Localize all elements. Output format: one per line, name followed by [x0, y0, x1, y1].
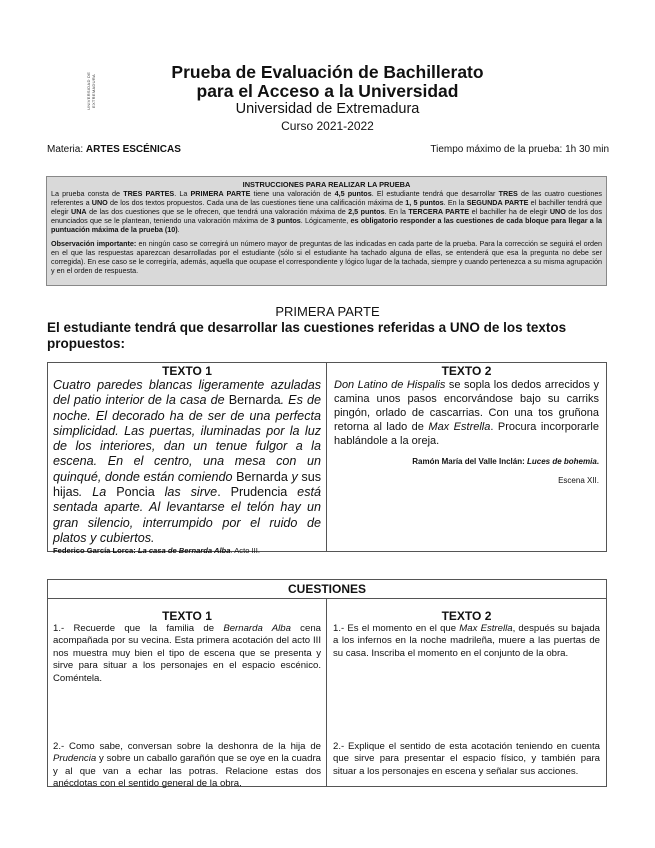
instructions-emphasis: TRES — [498, 189, 518, 199]
instructions-segment: de los dos textos propuestos. Cada una de las cuestiones tiene una calificación máxima de — [107, 198, 406, 208]
instructions-emphasis: 2,5 puntos — [348, 207, 385, 217]
instructions-segment: . — [177, 225, 180, 235]
text1-italic-segment: y — [287, 469, 302, 484]
text1-body — [53, 378, 321, 546]
instructions-segment: el bachiller ha de elegir — [469, 207, 550, 217]
part-one-title: PRIMERA PARTE — [275, 304, 380, 319]
part-one-subtitle: El estudiante tendrá que desarrollar las cuestiones referidas a UNO de los textos propuestos: — [47, 320, 567, 351]
instructions-emphasis: es obligatorio responder a las cuestiones de cada bloque para llegar a la puntuación máxima de la prueba (10) — [51, 216, 603, 235]
question-text2-2 — [333, 741, 600, 778]
instructions-emphasis: TRES PARTES — [123, 189, 175, 199]
text2-source — [334, 457, 599, 466]
instructions-emphasis: 1, 5 puntos — [405, 198, 444, 208]
text2-scene: Escena XII. — [558, 476, 599, 485]
text1-italic-segment: . Es de noche. El decorado ha de ser de una perfecta simplicidad. Las puertas, iluminadas por la luz de los interiores, dan un tenue fulgor a la escena. En el centro, una mesa con un quinqué, donde están comiendo — [53, 393, 321, 484]
text1-work: La casa de Bernarda Alba — [137, 546, 231, 556]
text1-cell — [48, 363, 327, 556]
instructions-emphasis: UNA — [71, 207, 87, 217]
text1-heading: TEXTO 1 — [162, 364, 212, 378]
text1-italic-segment: está sentada aparte. Al levantarse el telón hay un gran silencio, interrumpido por el ruido de platos y cubiertos. — [53, 485, 321, 545]
instructions-segment: . El estudiante tendrá que desarrollar — [371, 189, 499, 199]
text1-segment: Prudencia — [230, 485, 288, 500]
instructions-emphasis: UNO — [91, 198, 108, 208]
question-segment: 1.- Recuerde que la familia de — [53, 623, 224, 634]
instructions-segment: el bachiller tendrá que elegir — [51, 198, 603, 217]
question-segment: 2.- Como sabe, conversan sobre la deshonra de la hija de — [53, 741, 321, 752]
question-italic-segment: Prudencia — [53, 753, 97, 765]
observation-label: Observación importante: — [51, 238, 137, 248]
exam-title-line1: Prueba de Evaluación de Bachillerato — [171, 62, 484, 82]
question-segment: y sobre un caballo garañón que se oye en la cuadra y al que van a echar las potras. Relacione estas dos anécdotas con el sentido general de la obra. — [53, 753, 321, 790]
instructions-segment: de los dos enunciados que se le plantean, teniendo una valoración máxima de — [51, 207, 602, 226]
question-segment: 2.- Explique el sentido de esta acotación teniendo en cuenta que sirve para presentar el espacio físico, y también para situar a los personajes en escena y señalar sus acciones. — [333, 741, 600, 777]
question-segment: 1.- Es el momento en el que — [333, 623, 460, 634]
instructions-emphasis: PRIMERA PARTE — [190, 189, 251, 199]
text1-segment: Bernarda — [236, 469, 288, 484]
subject-label: Materia: — [47, 144, 86, 155]
text2-author: Ramón María del Valle Inclán: — [412, 457, 527, 466]
text2-segment: . Procura incorporarle hablándole a la oreja. — [334, 421, 599, 447]
text1-author: Federico García Lorca: — [53, 546, 138, 556]
university-logo: UNIVERSIDAD DE EXTREMADURA — [86, 71, 96, 111]
question-text1-1 — [53, 623, 321, 685]
instructions-emphasis: UNO — [549, 207, 566, 217]
text1-segment: . — [217, 485, 231, 500]
instructions-emphasis: SEGUNDA PARTE — [466, 198, 529, 208]
text2-body — [334, 378, 599, 448]
questions-table — [47, 579, 607, 790]
text1-italic-segment: las sirve — [154, 485, 218, 500]
text1-segment: Poncia — [116, 485, 155, 500]
subject-line — [47, 144, 181, 155]
exam-title-line2: para el Acceso a la Universidad — [196, 81, 459, 101]
questions-text2-heading: TEXTO 2 — [441, 609, 492, 623]
max-time: Tiempo máximo de la prueba: 1h 30 min — [430, 144, 609, 155]
university-name: Universidad de Extremadura — [235, 101, 420, 117]
text2-italic-segment: Don Latino de Hispalis — [334, 379, 446, 391]
instructions-segment: de las cuatro cuestiones referentes a — [51, 189, 602, 208]
question-text1-2 — [53, 741, 321, 791]
instructions-emphasis: 4,5 puntos — [334, 189, 372, 199]
question-text2-1 — [333, 623, 600, 660]
instructions-heading: INSTRUCCIONES PARA REALIZAR LA PRUEBA — [242, 180, 411, 189]
instructions-box — [46, 176, 607, 286]
text2-cell — [327, 363, 606, 551]
text2-end: . — [596, 457, 599, 466]
observation-text: en ningún caso se corregirá un número mayor de preguntas de las indicadas en cada parte de la prueba. Para la corrección se seguirá el orden en el que las respuestas aparezcan desarrolladas por el estudiante (sólo si el estudiante ha tachado alguna de ellas, se entenderá que esa la pregunta no debe ser corregida). En ese caso se le corregiría, además, aquella que ocupase el correspondiente y lógico lugar de la tachada, siempre y cuando pertenezca a su misma agrupación y en el orden de respuesta. — [51, 238, 602, 275]
instructions-segment: . En la — [384, 207, 409, 217]
text2-italic-segment: Max Estrella — [428, 421, 491, 433]
question-segment: cena acompañada por su vecina. Esta primera acotación del acto III nos muestra muy bien el tipo de escena que se presenta y sirve para situar a los personajes en el espacio escénico. Coméntela. — [53, 623, 321, 684]
text2-work: Luces de bohemia — [526, 457, 597, 466]
instructions-segment: . Lógicamente, — [300, 216, 351, 226]
questions-text2-cell — [327, 598, 606, 786]
question-segment: , después su bajada a los infernos en la noche madrileña, muere a las puertas de su casa. Inscriba el momento en el conjunto de la obra. — [333, 623, 600, 659]
subject-value: ARTES ESCÉNICAS — [85, 144, 181, 155]
course-year: Curso 2021-2022 — [281, 119, 374, 133]
text1-italic-segment: Cuatro paredes blancas ligeramente azuladas del patio interior de la casa de — [53, 378, 321, 408]
text1-segment: sus hijas — [53, 469, 321, 500]
instructions-emphasis: 3 puntos — [270, 216, 301, 226]
questions-text1-cell — [48, 598, 327, 790]
instructions-segment: de las dos cuestiones que se le ofrecen, que tendrá una valoración máxima de — [86, 207, 349, 217]
text1-source — [53, 546, 321, 555]
instructions-paragraph — [51, 189, 602, 234]
instructions-segment: . La — [174, 189, 191, 199]
instructions-segment: tiene una valoración de — [250, 189, 335, 199]
instructions-emphasis: TERCERA PARTE — [408, 207, 470, 217]
instructions-segment: La prueba consta de — [51, 189, 124, 199]
observation-paragraph — [51, 239, 602, 275]
instructions-segment: . En la — [443, 198, 467, 208]
question-italic-segment: Max Estrella — [459, 623, 513, 634]
questions-heading: CUESTIONES — [48, 580, 606, 599]
text1-segment: Bernarda — [228, 393, 281, 408]
text1-italic-segment: . La — [78, 485, 117, 500]
questions-text1-heading: TEXTO 1 — [162, 609, 212, 623]
text1-act: . Acto III. — [230, 546, 260, 556]
question-italic-segment: Bernarda Alba — [223, 623, 291, 634]
texts-table — [47, 362, 607, 556]
text2-segment: se sopla los dedos arrecidos y camina unos pasos encorvándose bajo su carriks pingón, orlado de cascarrias. Con una tos gruñona retorna al lado de — [334, 379, 599, 433]
text2-heading: TEXTO 2 — [441, 364, 492, 378]
